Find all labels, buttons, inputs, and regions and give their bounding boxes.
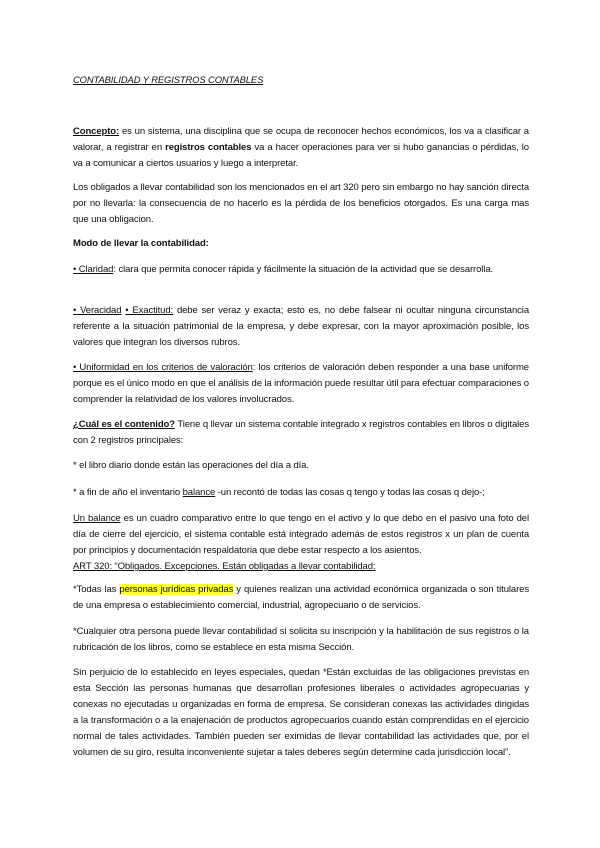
uniformidad-text: : los criterios de valoración deben responder a una base uniforme porque es el único modo en que el análisis de la información puede resultar útil para efectuar comparaciones o comprender la relatividad de los valores involucrados.	[73, 362, 529, 405]
uniformidad-label: • Uniformidad en los criterios de valoración	[73, 362, 253, 373]
art-320-heading: ART 320: “Obligados. Excepciones. Están obligadas a llevar contabilidad:	[73, 561, 376, 572]
claridad-label: • Claridad	[73, 264, 114, 275]
paragraph-inventario	[73, 485, 529, 501]
balance-label: Un balance	[73, 513, 121, 524]
paragraph-excluidas: Sin perjuicio de lo establecido en leyes especiales, quedan *Están excluidas de las obligaciones previstas en esta Sección las personas humanas que desarrollan profesiones liberales o actividades agropecuarias y conexas no ejecutadas u organizadas en forma de empresa. Se consideran conexas las actividades dirigidas a la transformación o a la enajenación de productos agropecuarios cuando están comprendidas en el ejercicio normal de tales actividades. También pueden ser eximidas de llevar contabilidad las actividades que, por el volumen de su giro, resulta inconveniente sujetar a tales deberes según determine cada jurisdicción local”.	[73, 667, 529, 758]
paragraph-libro-diario: * el libro diario donde están las operaciones del día a día.	[73, 460, 309, 471]
document-title: CONTABILIDAD Y REGISTROS CONTABLES	[73, 74, 264, 85]
concepto-text-1: es un sistema, una disciplina que se ocupa de reconocer hechos económicos, los va a clasificar a valorar, a registrar en	[73, 126, 529, 153]
inventario-text-2: -un recontó de todas las cosas q tengo y todas las cosas q dejo-;	[215, 487, 485, 498]
paragraph-obligados: Los obligados a llevar contabilidad son los mencionados en el art 320 pero sin embargo no hay sanción directa por no llevarla: la consecuencia de no hacerlo es la pérdida de los beneficios otorgados. Es una carga mas que una obligacion.	[73, 182, 529, 225]
exactitud-label: • Exactitud:	[125, 305, 174, 316]
paragraph-claridad	[73, 262, 529, 278]
registros-contables-bold: registros contables	[165, 142, 252, 153]
contenido-text: Tiene q llevar un sistema contable integrado x registros contables en libros o digitales con 2 registros principales:	[73, 419, 529, 446]
balance-link[interactable]: balance	[182, 487, 216, 498]
paragraph-cualquier-persona: *Cualquier otra persona puede llevar contabilidad si solicita su inscripción y la habilitación de sus registros o la rubricación de los libros, como se establece en esta misma Sección.	[73, 626, 529, 653]
paragraph-balance	[73, 511, 529, 575]
concepto-text-2: va a hacer operaciones para ver si hubo ganancias o pérdidas, lo va a comunicar a ciertos usuarios y luego a interpretar.	[73, 142, 529, 169]
claridad-text: : clara que permita conocer rápida y fácilmente la situación de la actividad que se desarrolla.	[113, 264, 494, 275]
inventario-text-1: * a fin de año el inventario	[73, 487, 183, 498]
paragraph-uniformidad	[73, 360, 529, 408]
balance-text: es un cuadro comparativo entre lo que tengo en el activo y lo que debo en el pasivo una foto del día de cierre del ejercicio, el sistema contable está integrado además de estos registros x un plan de cuenta por principios y documentación respaldatoria que debe estar respecto a los asientos.	[73, 513, 530, 556]
concepto-label: Concepto:	[73, 126, 120, 137]
personas-text-1: *Todas las	[73, 584, 120, 595]
contenido-label: ¿Cuál es el contenido?	[73, 419, 175, 430]
veracidad-label: • Veracidad	[73, 305, 122, 316]
paragraph-personas-juridicas	[73, 582, 529, 614]
paragraph-veracidad	[73, 303, 529, 351]
veracidad-text: debe ser veraz y exacta; esto es, no debe falsear ni ocultar ninguna circunstancia referente a la situación patrimonial de la empresa, y debe expresar, con la mayor aproximación posible, los valores que integran los diversos rubros.	[73, 305, 530, 348]
heading-modo: Modo de llevar la contabilidad:	[73, 238, 209, 249]
paragraph-contenido	[73, 417, 529, 449]
paragraph-concepto	[73, 124, 529, 172]
highlighted-text: personas jurídicas privadas	[119, 584, 234, 595]
personas-text-2: y quienes realizan una actividad económica organizada o son titulares de una empresa o establecimiento comercial, industrial, agropecuario o de servicios.	[73, 584, 529, 611]
